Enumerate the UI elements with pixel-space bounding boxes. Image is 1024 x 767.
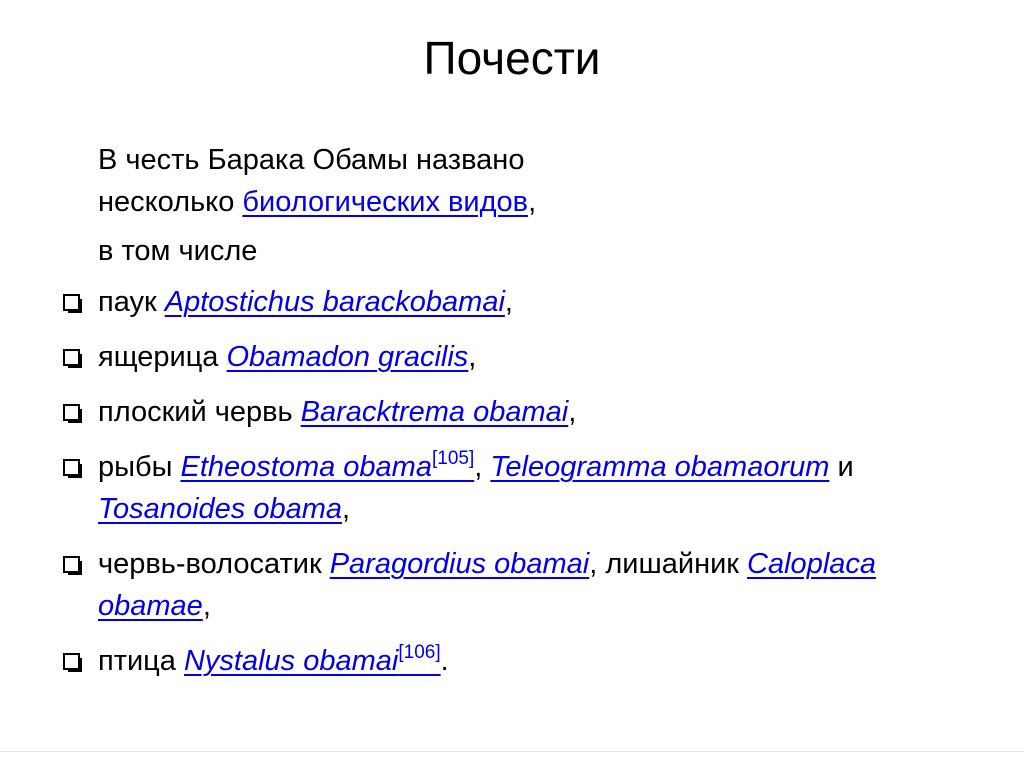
biological-species-link[interactable]: биологических видов	[242, 186, 529, 218]
item-text: птица	[98, 645, 184, 677]
item-text: рыбы	[98, 451, 181, 483]
species-link-text: Etheostoma obama	[180, 451, 432, 483]
item-separator: , лишайник	[589, 548, 748, 580]
item-punct: ,	[202, 590, 211, 622]
species-link[interactable]: Caloplaca obamae	[98, 548, 877, 622]
item-separator: и	[829, 451, 854, 483]
species-link[interactable]: Teleogramma obamaorum	[490, 451, 830, 483]
item-text: паук	[98, 286, 165, 318]
item-text: ящерица	[98, 341, 227, 373]
checkbox-square-icon	[62, 458, 90, 480]
item-separator: ,	[474, 451, 491, 483]
checkbox-square-icon	[62, 652, 90, 674]
species-link[interactable]: Obamadon gracilis	[226, 341, 469, 373]
species-link[interactable]	[183, 642, 441, 677]
intro-line-2	[62, 181, 942, 223]
intro-line-1: В честь Барака Обамы названо	[98, 144, 525, 176]
species-link[interactable]: Baracktrema obamai	[300, 396, 569, 428]
slide-title: Почести	[423, 32, 601, 84]
item-text: червь-волосатик	[98, 548, 330, 580]
checkbox-square-icon	[62, 403, 90, 425]
species-link[interactable]: Tosanoides obama	[98, 493, 342, 525]
list-item	[62, 446, 942, 530]
item-punct: ,	[468, 341, 477, 373]
intro-line-2-punct: ,	[528, 186, 537, 218]
reference-marker: [106]	[398, 642, 441, 663]
intro-line-2-text: несколько	[98, 186, 243, 218]
species-link[interactable]: Aptostichus barackobamai	[164, 286, 505, 318]
checkbox-square-icon	[62, 348, 90, 370]
list-item	[62, 640, 942, 682]
list-item	[62, 281, 942, 323]
item-punct: ,	[504, 286, 513, 318]
list-item	[62, 391, 942, 433]
item-punct: ,	[342, 493, 351, 525]
reference-marker: [105]	[431, 448, 475, 469]
species-link[interactable]	[180, 448, 475, 483]
item-text: плоский червь	[98, 396, 301, 428]
list-item	[62, 543, 942, 627]
slide-body	[62, 139, 942, 682]
species-link-text: Nystalus obamai	[183, 645, 399, 677]
item-punct: ,	[568, 396, 577, 428]
list-item	[62, 336, 942, 378]
item-punct: .	[440, 645, 449, 677]
bottom-divider	[0, 751, 1024, 752]
species-link[interactable]: Paragordius obamai	[329, 548, 590, 580]
intro-line-3: в том числе	[98, 235, 258, 267]
checkbox-square-icon	[62, 555, 90, 577]
checkbox-square-icon	[62, 293, 90, 315]
